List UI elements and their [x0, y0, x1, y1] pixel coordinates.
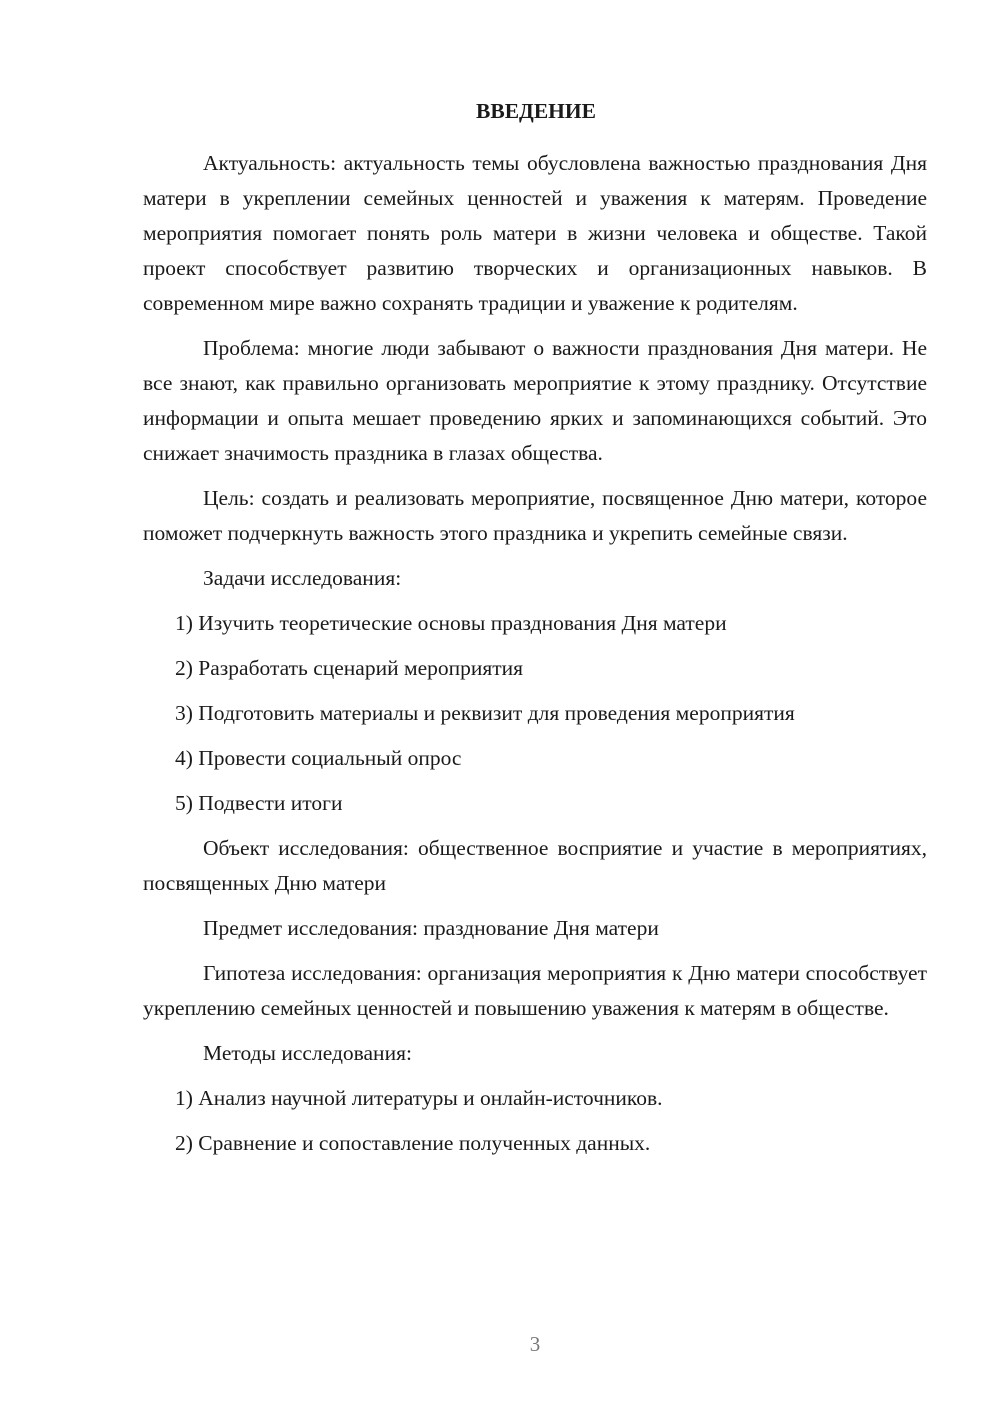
- subject-paragraph: Предмет исследования: празднование Дня матери: [203, 916, 659, 940]
- section-title: ВВЕДЕНИЕ: [476, 99, 596, 123]
- document-page: [143, 96, 927, 1171]
- list-item: 3) Подготовить материалы и реквизит для проведения мероприятия: [175, 701, 795, 725]
- list-item: 2) Разработать сценарий мероприятия: [175, 656, 524, 680]
- page-number: 3: [529, 1332, 541, 1356]
- list-item: 5) Подвести итоги: [175, 791, 343, 815]
- problem-paragraph: Проблема: многие люди забывают о важности празднования Дня матери. Не все знают, как правильно организовать мероприятие к этому празднику. Отсутствие информации и опыта мешает проведению ярких и запоминающихся событий. Это снижает значимость праздника в глазах общества.: [143, 336, 927, 465]
- relevance-paragraph: Актуальность: актуальность темы обусловлена важностью празднования Дня матери в укреплении семейных ценностей и уважения к матерям. Проведение мероприятия помогает понять роль матери в жизни человека и обществе. Такой проект способствует развитию творческих и организационных навыков. В современном мире важно сохранять традиции и уважение к родителям.: [143, 151, 927, 315]
- list-item: 1) Анализ научной литературы и онлайн-источников.: [175, 1086, 663, 1110]
- methods-label: Методы исследования:: [203, 1041, 412, 1065]
- list-item: 4) Провести социальный опрос: [175, 746, 462, 770]
- list-item: 2) Сравнение и сопоставление полученных данных.: [175, 1131, 651, 1155]
- object-paragraph: Объект исследования: общественное восприятие и участие в мероприятиях, посвященных Дню матери: [143, 836, 927, 895]
- tasks-label: Задачи исследования:: [203, 566, 402, 590]
- list-item: 1) Изучить теоретические основы празднования Дня матери: [175, 611, 727, 635]
- hypothesis-paragraph: Гипотеза исследования: организация мероприятия к Дню матери способствует укреплению семейных ценностей и повышению уважения к матерям в обществе.: [143, 961, 927, 1020]
- goal-paragraph: Цель: создать и реализовать мероприятие, посвященное Дню матери, которое поможет подчеркнуть важность этого праздника и укрепить семейные связи.: [143, 486, 927, 545]
